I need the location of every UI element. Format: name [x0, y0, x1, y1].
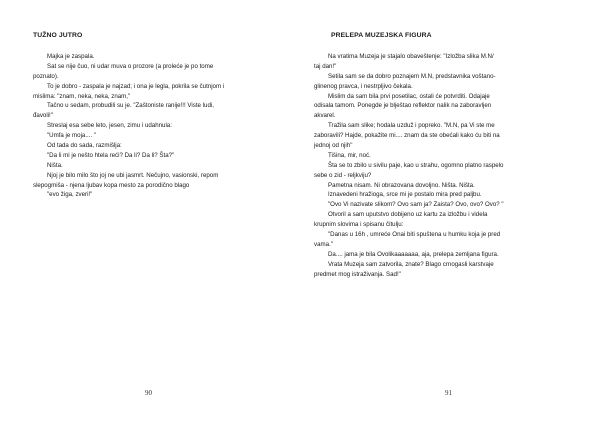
text-line: Otvoril a sam uputstvo dobijeno uz kartu za izložbu i videla: [328, 211, 488, 219]
text-line: Tražila sam slike; hodala uzduž i popreko. "M.N, pa Vi ste me: [328, 122, 495, 130]
text-line: Tačno u sedam, probudili su je. "Zaštoniste ranije!!! Viste ludi,: [47, 102, 214, 110]
text-line: vama.": [314, 240, 333, 248]
text-line: Na vratima Muzeja je stajalo obaveštenje: "Izložba slika M.N/: [328, 53, 494, 60]
text-line: Streslaj esa sebe leto, jesen, zimu i udahnula:: [47, 122, 172, 130]
text-line: mislima: "znam, neka, neka, znam,": [33, 92, 131, 100]
right-page-title: PRELEPA MUZEJSKA FIGURA: [331, 32, 432, 39]
text-line: akvarel.: [314, 112, 336, 120]
text-line: Mislim da sam bila prvi posetilac, ostali će potvrditi. Odajaje: [328, 92, 490, 100]
text-line: predmet mog istraživanja. Sad!": [314, 270, 401, 278]
text-line: Njoj je bilo milo što joj ne ubi jasmrt. Nečujno, vasionski, repom: [47, 171, 219, 179]
left-page-title: TUŽNO JUTRO: [33, 32, 83, 39]
text-line: odisala tamom. Ponegde je blještao reflektor nalik na zaboravljen: [314, 102, 492, 110]
text-line: Vrata Muzeja sam zatvorila, znate? Blago crnogasli karstvaje: [328, 260, 494, 268]
text-line: To je dobro - zaspala je najzad; i ona je legla, pokrila se čutnjom i: [47, 82, 225, 90]
text-line: taj dan!": [314, 62, 337, 70]
right-page-number: 91: [445, 389, 452, 397]
text-line: glinenog pravca, i nestrpljivo čekala.: [314, 82, 413, 90]
text-line: Sat se nije čuo, ni udar muva o prozore (a proleće je po tome: [47, 62, 214, 70]
text-line: Tišina, mir, noć.: [328, 151, 371, 159]
text-line: "Da li mi je nešto htela reći? Da li? Da li? Šta?": [47, 151, 175, 159]
text-line: krupnim slovima i spisanu čitulju:: [314, 221, 404, 229]
left-page-body: [33, 52, 268, 200]
text-line: Iznavedeni hražioga, srce mi je postalo mira pred paljbu.: [328, 191, 482, 199]
text-line: đavoli!": [33, 112, 53, 120]
text-line: slepogmiša - njena ljubav kopa mesto za porodično blago: [33, 181, 190, 189]
left-page-number: 90: [145, 389, 152, 397]
text-line: Od tada do sada, razmišlja:: [47, 142, 122, 150]
text-line: Pametna nisam. Ni obrazovana dovoljno. Ništa. Ništa.: [328, 181, 475, 189]
text-line: Ništa.: [47, 161, 63, 169]
text-line: poznato).: [33, 72, 59, 80]
text-line: "evo žiga, zveri!": [47, 191, 93, 199]
text-line: "Umfa je moja.... ": [47, 132, 97, 140]
right-page-body: [314, 52, 549, 279]
text-line: zaboravili? Hajde, pokažite mi.... znam da ste obećali kako ću biti na: [314, 132, 500, 140]
right-page: [300, 0, 600, 428]
text-line: Šta se to zbilo u sivilu paje, kao u strahu, ogomno platno raspelo: [328, 161, 504, 169]
text-line: "Danas u 16h , umreće Onai biti spuštena u humku koja je pred: [328, 231, 501, 239]
text-line: Setila sam se da dobro poznajem M.N, predstavnika voštano-: [328, 72, 496, 80]
text-line: sebe o zid - reljkviju?: [314, 171, 372, 179]
text-line: jednoj od njih": [314, 142, 353, 150]
text-line: Majka je zaspala.: [47, 53, 95, 60]
text-line: Da.... jama je bila Ovolikaaaaaaa, aja, prelepa zemljana figura.: [328, 250, 499, 258]
text-line: "Ovo Vi nazivate slikom? Ovo sam ja? Zaista? Ovo, ovo? Ovo? ": [328, 201, 504, 209]
